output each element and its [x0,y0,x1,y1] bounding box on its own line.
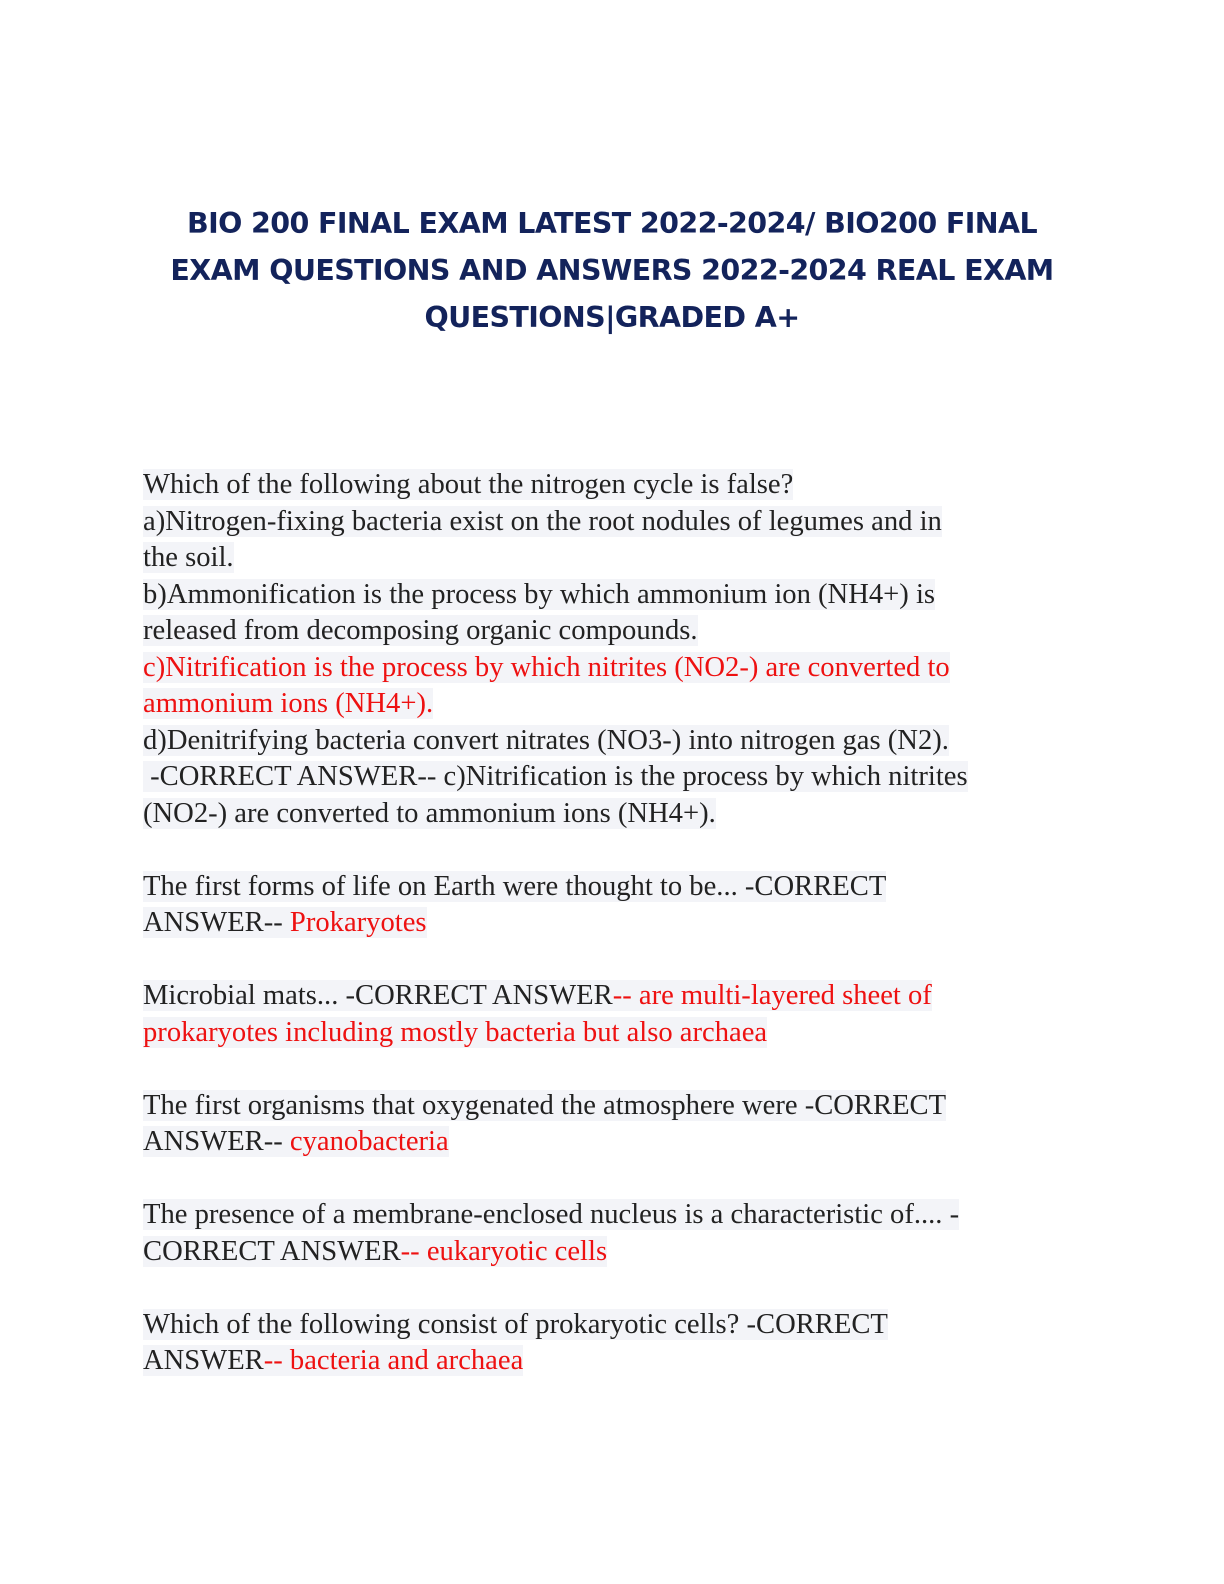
option-c-highlighted: c)Nitrification is the process by which nitrites (NO2-) are converted to [143,651,950,683]
option-b-cont: released from decomposing organic compounds. [143,615,698,646]
option-c-cont-highlighted: ammonium ions (NH4+). [143,688,434,719]
option-a: a)Nitrogen-fixing bacteria exist on the root nodules of legumes and in [143,505,942,537]
spacer [143,1161,1083,1198]
question-text: Which of the following consist of prokaryotic cells? -CORRECT [143,1308,888,1340]
spacer [143,942,1083,979]
title-line-3: QUESTIONS|GRADED A+ [424,301,800,334]
question-text: Which of the following about the nitrogen cycle is false? [143,469,794,500]
question-prokaryotic-cells [143,1307,1083,1380]
question-nitrogen-cycle [143,467,1083,832]
question-microbial-mats [143,978,1083,1051]
question-oxygenated-atmosphere [143,1088,1083,1161]
document-body [143,467,1083,1380]
answer-prefix: ANSWER [143,1345,264,1376]
answer-text-cont: prokaryotes including mostly bacteria but also archaea [143,1016,768,1048]
answer-text: cyanobacteria [289,1126,449,1157]
answer-prefix: ANSWER-- [143,907,290,938]
spacer [143,832,1083,869]
question-nucleus [143,1197,1083,1270]
question-text: Microbial mats... -CORRECT ANSWER [143,980,613,1011]
spacer [143,1051,1083,1088]
spacer [143,1270,1083,1307]
title-line-2: EXAM QUESTIONS AND ANSWERS 2022-2024 REAL EXAM [170,254,1054,287]
answer-text: Prokaryotes [289,907,427,938]
option-b: b)Ammonification is the process by which ammonium ion (NH4+) is [143,578,936,610]
answer-text: -- eukaryotic cells [400,1235,608,1267]
question-first-life [143,869,1083,942]
correct-answer-cont: (NO2-) are converted to ammonium ions (NH4+). [143,797,716,829]
option-d: d)Denitrifying bacteria convert nitrates (NO3-) into nitrogen gas (N2). [143,724,949,756]
question-text: The first organisms that oxygenated the atmosphere were -CORRECT [143,1089,947,1121]
title-line-1: BIO 200 FINAL EXAM LATEST 2022-2024/ BIO200 FINAL [186,207,1038,240]
question-text: The first forms of life on Earth were thought to be... -CORRECT [143,870,887,902]
option-a-cont: the soil. [143,542,234,573]
answer-text: -- bacteria and archaea [263,1345,524,1376]
correct-answer: -CORRECT ANSWER-- c)Nitrification is the process by which nitrites [143,761,968,792]
document-title [140,200,1084,341]
answer-prefix: CORRECT ANSWER [143,1235,401,1267]
answer-prefix: ANSWER-- [143,1126,290,1157]
answer-text: -- are multi-layered sheet of [612,980,932,1011]
question-text: The presence of a membrane-enclosed nucleus is a characteristic of.... - [143,1199,960,1230]
